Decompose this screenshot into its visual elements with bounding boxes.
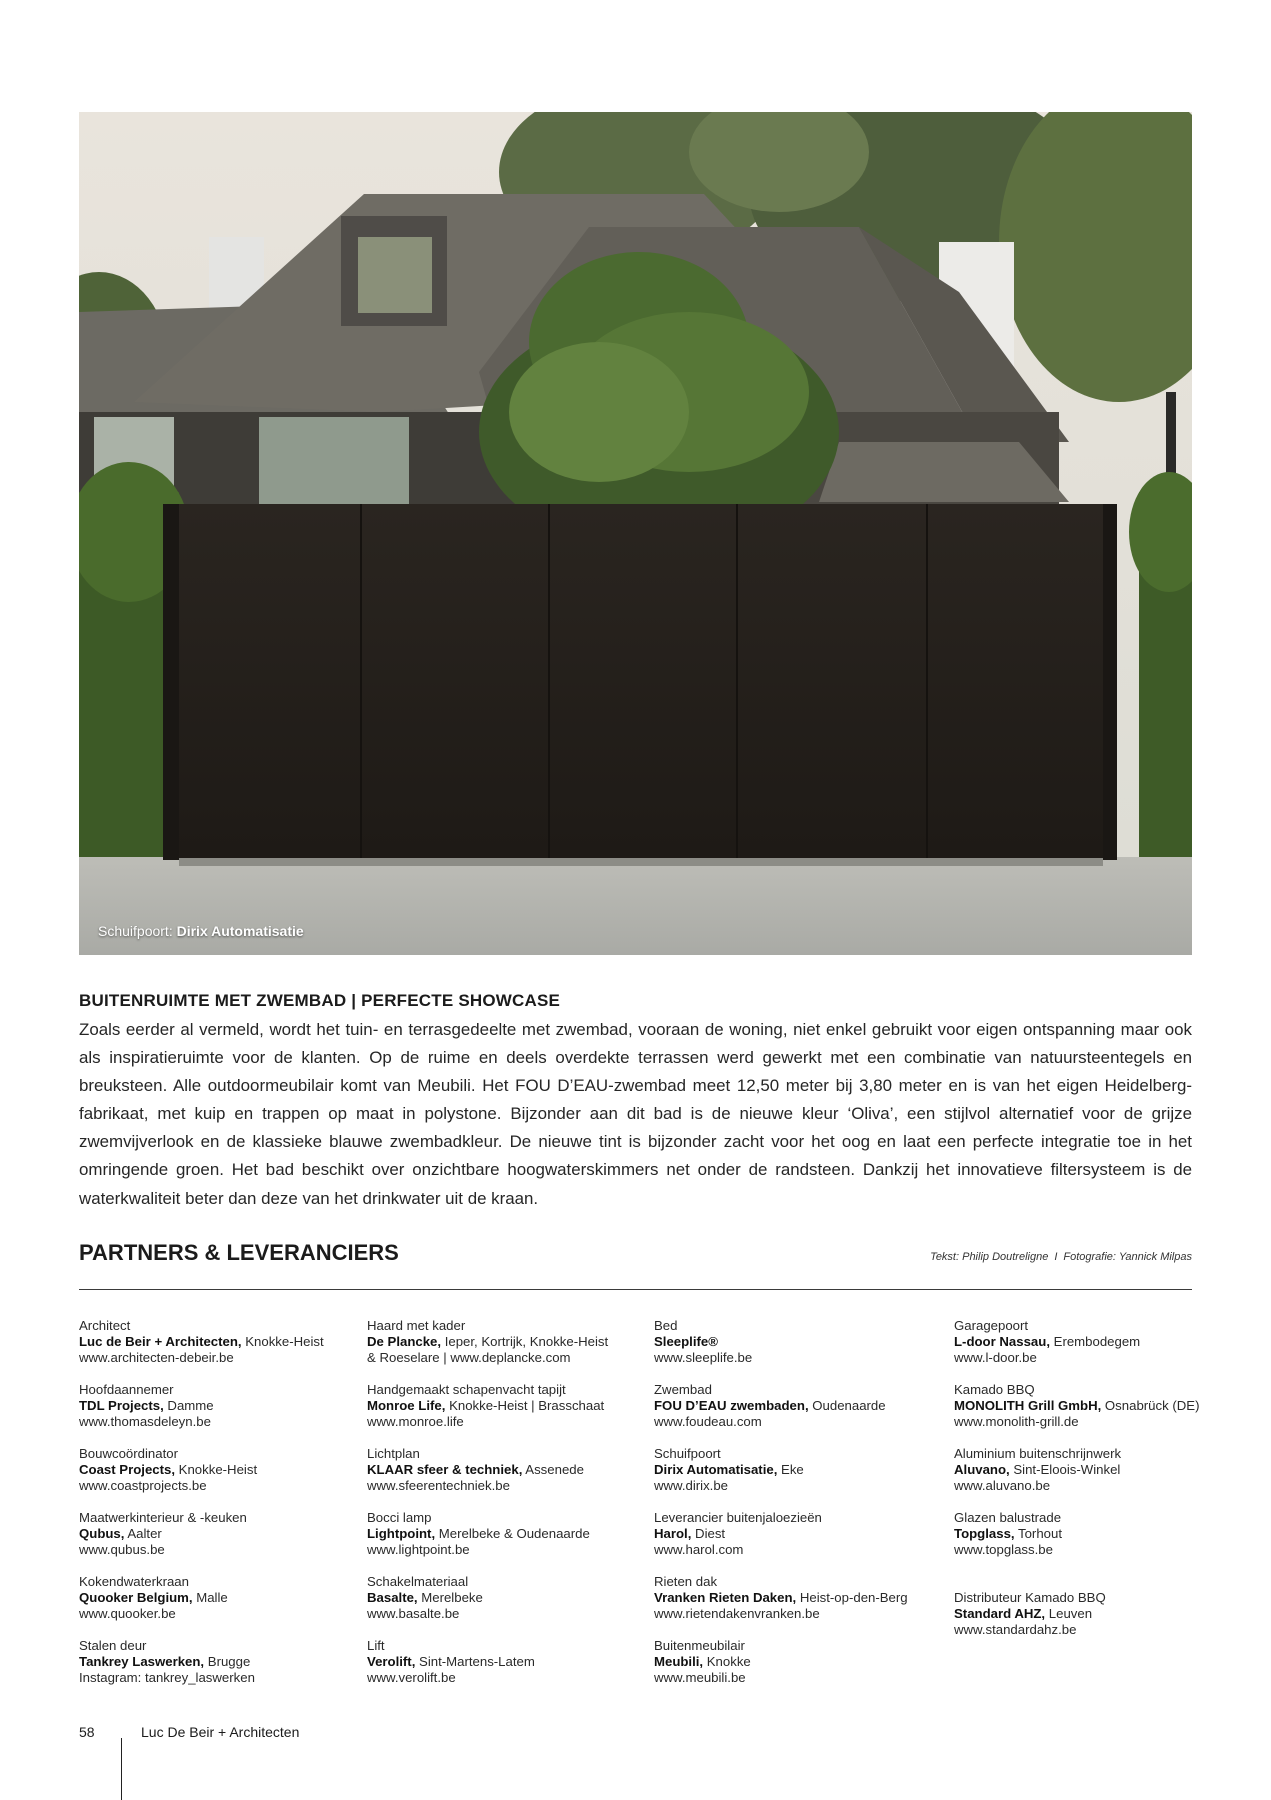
- partner-name: Tankrey Laswerken,: [79, 1654, 205, 1669]
- partner-place: Ieper, Kortrijk, Knokke-Heist: [441, 1334, 609, 1349]
- partner-entry: [954, 1446, 1254, 1510]
- partner-role: Zwembad: [654, 1382, 712, 1397]
- partner-entry: [654, 1446, 954, 1510]
- partner-role: Bocci lamp: [367, 1510, 432, 1525]
- partner-web: www.topglass.be: [954, 1542, 1053, 1557]
- partner-entry: [79, 1510, 379, 1574]
- partner-entry: [654, 1382, 954, 1446]
- partner-place: Heist-op-den-Berg: [796, 1590, 908, 1605]
- partner-role: Kokendwaterkraan: [79, 1574, 189, 1589]
- partner-name: Basalte,: [367, 1590, 418, 1605]
- partner-entry: [954, 1318, 1254, 1382]
- partner-web: www.meubili.be: [654, 1670, 746, 1685]
- partner-web: www.rietendakenvranken.be: [654, 1606, 820, 1621]
- partner-role: Haard met kader: [367, 1318, 466, 1333]
- partner-place: Knokke-Heist: [241, 1334, 324, 1349]
- partner-role: Leverancier buitenjaloezieën: [654, 1510, 822, 1525]
- partner-name: Luc de Beir + Architecten,: [79, 1334, 242, 1349]
- partner-web: www.standardahz.be: [954, 1622, 1077, 1637]
- partner-name: Dirix Automatisatie,: [654, 1462, 778, 1477]
- partner-name: KLAAR sfeer & techniek,: [367, 1462, 523, 1477]
- partner-entry: [79, 1318, 379, 1382]
- caption-prefix: Schuifpoort:: [98, 923, 177, 939]
- partner-name: Aluvano,: [954, 1462, 1010, 1477]
- partner-web: www.basalte.be: [367, 1606, 460, 1621]
- partners-title: PARTNERS & LEVERANCIERS: [79, 1240, 399, 1265]
- partner-place: Torhout: [1014, 1526, 1062, 1541]
- credits-separator: I: [1054, 1251, 1058, 1263]
- partner-name: Sleeplife®: [654, 1334, 718, 1349]
- photo-caption: [98, 923, 304, 939]
- gate-photo: [79, 112, 1192, 955]
- partner-web: Instagram: tankrey_laswerken: [79, 1670, 255, 1685]
- article-body: Zoals eerder al vermeld, wordt het tuin- en terrasgedeelte met zwembad, vooraan de woning, niet enkel gebruikt voor eigen ontspanning maar ook als inspiratieruimte voor de klanten. Op de ruime en deels overdekte terrassen werd gewerkt met een combinatie van natuursteentegels en breuksteen. Alle outdoormeubilair komt van Meubili. Het FOU D’EAU-zwembad meet 12,50 meter bij 3,80 meter en is van het eigen Heidelberg-fabrikaat, met kuip en trappen op maat in polystone. Bijzonder aan dit bad is de nieuwe kleur ‘Oliva’, een stijlvol alternatief voor de grijze zwemvijverlook en de klassieke blauwe zwembadkleur. De nieuwe tint is bijzonder zacht voor het oog en laat een perfecte integratie toe in het omringende groen. Het bad beschikt over onzichtbare hoogwaterskimmers net onder de randsteen. Dankzij het innovatieve filtersysteem is de waterkwaliteit beter dan deze van het drinkwater uit de kraan.: [79, 1020, 1192, 1208]
- footer-divider: [121, 1738, 122, 1800]
- partner-place: Oudenaarde: [808, 1398, 886, 1413]
- partner-role: Hoofdaannemer: [79, 1382, 174, 1397]
- partner-entry: [367, 1446, 667, 1510]
- partner-place: Aalter: [124, 1526, 162, 1541]
- page-number: 58: [79, 1724, 95, 1740]
- partner-entry: [654, 1510, 954, 1574]
- partner-web: www.aluvano.be: [954, 1478, 1051, 1493]
- partners-column-1: [79, 1318, 379, 1702]
- partner-place: Osnabrück (DE): [1101, 1398, 1200, 1413]
- partner-entry: [79, 1574, 379, 1638]
- partner-name: TDL Projects,: [79, 1398, 164, 1413]
- partner-web: & Roeselare | www.deplancke.com: [367, 1350, 571, 1365]
- partner-web: www.architecten-debeir.be: [79, 1350, 234, 1365]
- partner-web: www.thomasdeleyn.be: [79, 1414, 211, 1429]
- partner-place: Sint-Eloois-Winkel: [1009, 1462, 1121, 1477]
- partner-web: www.monroe.life: [367, 1414, 464, 1429]
- partner-place: Malle: [192, 1590, 228, 1605]
- partner-entry: [367, 1638, 667, 1702]
- partner-role: Rieten dak: [654, 1574, 718, 1589]
- partner-name: Qubus,: [79, 1526, 125, 1541]
- partner-role: Stalen deur: [79, 1638, 147, 1653]
- partner-role: Glazen balustrade: [954, 1510, 1062, 1525]
- partner-name: Lightpoint,: [367, 1526, 436, 1541]
- partner-entry: [954, 1590, 1254, 1654]
- partner-web: www.dirix.be: [654, 1478, 729, 1493]
- partner-place: Brugge: [204, 1654, 251, 1669]
- partner-name: L-door Nassau,: [954, 1334, 1050, 1349]
- partner-role: Schuifpoort: [654, 1446, 721, 1461]
- partner-place: Merelbeke & Oudenaarde: [435, 1526, 590, 1541]
- partner-place: Eke: [777, 1462, 804, 1477]
- partner-entry: [79, 1638, 379, 1702]
- partner-role: Garagepoort: [954, 1318, 1029, 1333]
- partner-name: Harol,: [654, 1526, 692, 1541]
- partners-column-3: [654, 1318, 954, 1702]
- partner-role: Aluminium buitenschrijnwerk: [954, 1446, 1122, 1461]
- partner-name: Verolift,: [367, 1654, 416, 1669]
- partner-name: FOU D’EAU zwembaden,: [654, 1398, 809, 1413]
- partner-web: www.sleeplife.be: [654, 1350, 753, 1365]
- partner-role: Schakelmateriaal: [367, 1574, 469, 1589]
- partner-entry: [954, 1510, 1254, 1574]
- partner-entry: [79, 1382, 379, 1446]
- partner-web: www.coastprojects.be: [79, 1478, 207, 1493]
- section-divider: [79, 1289, 1192, 1290]
- partner-web: www.qubus.be: [79, 1542, 165, 1557]
- partner-name: De Plancke,: [367, 1334, 442, 1349]
- partner-role: Kamado BBQ: [954, 1382, 1035, 1397]
- partners-column-2: [367, 1318, 667, 1702]
- partner-role: Lichtplan: [367, 1446, 420, 1461]
- partner-role: Distributeur Kamado BBQ: [954, 1590, 1106, 1605]
- partner-name: MONOLITH Grill GmbH,: [954, 1398, 1102, 1413]
- caption-name: Dirix Automatisatie: [176, 923, 304, 939]
- partner-place: Knokke-Heist | Brasschaat: [445, 1398, 605, 1413]
- partner-web: www.foudeau.com: [654, 1414, 762, 1429]
- credits-text: Tekst: Philip Doutreligne: [930, 1251, 1049, 1263]
- partner-role: Maatwerkinterieur & -keuken: [79, 1510, 247, 1525]
- partner-entry: [79, 1446, 379, 1510]
- credits-photo: Fotografie: Yannick Milpas: [1063, 1251, 1192, 1263]
- partner-entry: [367, 1318, 667, 1382]
- partner-web: www.verolift.be: [367, 1670, 456, 1685]
- partner-entry: [654, 1574, 954, 1638]
- partner-web: www.monolith-grill.de: [954, 1414, 1079, 1429]
- partner-role: Bouwcoördinator: [79, 1446, 178, 1461]
- partner-name: Quooker Belgium,: [79, 1590, 193, 1605]
- partner-web: www.sfeerentechniek.be: [367, 1478, 510, 1493]
- partner-name: Vranken Rieten Daken,: [654, 1590, 797, 1605]
- partner-entry: [654, 1638, 954, 1702]
- partner-entry: [367, 1382, 667, 1446]
- partner-web: www.l-door.be: [954, 1350, 1037, 1365]
- partner-role: Buitenmeubilair: [654, 1638, 745, 1653]
- partner-web: www.quooker.be: [79, 1606, 176, 1621]
- partner-entry: [654, 1318, 954, 1382]
- partner-name: Standard AHZ,: [954, 1606, 1046, 1621]
- partner-entry: [954, 1382, 1254, 1446]
- partner-place: Leuven: [1045, 1606, 1093, 1621]
- partner-place: Damme: [163, 1398, 214, 1413]
- article-heading: BUITENRUIMTE MET ZWEMBAD | PERFECTE SHOWCASE: [79, 991, 561, 1010]
- credits: [930, 1251, 1192, 1263]
- partner-place: Sint-Martens-Latem: [415, 1654, 535, 1669]
- partner-role: Architect: [79, 1318, 131, 1333]
- partner-place: Erembodegem: [1050, 1334, 1141, 1349]
- partner-web: www.harol.com: [654, 1542, 744, 1557]
- partners-column-4: [954, 1318, 1254, 1654]
- partner-name: Topglass,: [954, 1526, 1015, 1541]
- partner-entry: [367, 1510, 667, 1574]
- partner-entry: [367, 1574, 667, 1638]
- partner-place: Knokke: [703, 1654, 751, 1669]
- footer-title: Luc De Beir + Architecten: [141, 1724, 300, 1740]
- partner-place: Knokke-Heist: [175, 1462, 258, 1477]
- partner-place: Diest: [691, 1526, 726, 1541]
- partner-name: Monroe Life,: [367, 1398, 446, 1413]
- partner-web: www.lightpoint.be: [367, 1542, 470, 1557]
- house-gate-illustration: [79, 112, 1192, 955]
- partner-name: Coast Projects,: [79, 1462, 176, 1477]
- partner-place: Assenede: [522, 1462, 584, 1477]
- partner-role: Handgemaakt schapenvacht tapijt: [367, 1382, 566, 1397]
- partner-name: Meubili,: [654, 1654, 704, 1669]
- partner-role: Lift: [367, 1638, 385, 1653]
- partner-role: Bed: [654, 1318, 678, 1333]
- partner-place: Merelbeke: [417, 1590, 483, 1605]
